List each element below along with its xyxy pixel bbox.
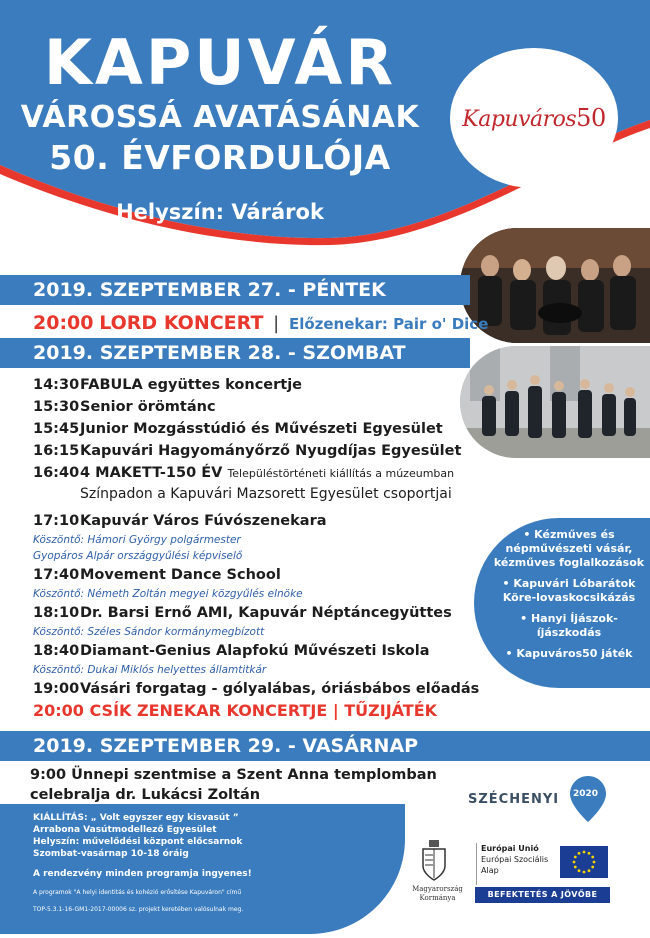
greeting-line: Köszöntő: Dukai Miklós helyettes államtitkár: [33, 664, 267, 676]
schedule-item: 15:30Senior örömtánc: [33, 399, 216, 415]
side-activity: • Hanyi Íjászok-íjászkodás: [520, 612, 618, 639]
schedule-sub: Színpadon a Kapuvári Mazsorett Egyesület csoportjai: [80, 486, 452, 502]
eu-flag-icon: [560, 846, 608, 878]
saturday-schedule: [33, 374, 480, 700]
friday-date-bar: 2019. SZEPTEMBER 27. - PÉNTEK: [0, 275, 470, 305]
project-note: A programok "A helyi identitás és kohézió erősítése Kapuváron" című: [33, 889, 242, 896]
schedule-item: 17:10Kapuvár Város Fúvószenekara: [33, 513, 327, 529]
friday-opener: Előzenekar: Pair o' Dice: [288, 315, 489, 333]
schedule-item: 16:404 MAKETT-150 ÉV Településtörténeti kiállítás a múzeumban: [33, 465, 455, 481]
schedule-note: Településtörténeti kiállítás a múzeumban: [227, 467, 455, 480]
band-photo: [460, 228, 650, 343]
eu-logo-text: Európai Unió Európai Szociális Alap: [476, 843, 618, 885]
side-activity: • Kapuvári Lóbarátok Köre-lovaskocsikázás: [502, 577, 636, 604]
sunday-program: [30, 765, 437, 805]
exhibition-box: [0, 804, 405, 934]
szechenyi-logo-text: SZÉCHENYI: [468, 792, 560, 807]
title-line3: 50. ÉVFORDULÓJA: [49, 138, 391, 177]
exhibition-line: Arrabona Vasútmodellező Egyesület: [33, 825, 217, 835]
sunday-line: 9:00 Ünnepi szentmise a Szent Anna templomban: [30, 767, 437, 783]
free-entry-note: A rendezvény minden programja ingyenes!: [33, 869, 252, 879]
side-activity: • Kézműves és népművészeti vásár, kézműves foglalkozások: [493, 528, 645, 569]
project-note: TOP-5.3.1-16-GM1-2017-00006 sz. projekt keretében valósulnak meg.: [33, 906, 244, 913]
sunday-line: celebralja dr. Lukácsi Zoltán: [30, 787, 261, 803]
schedule-item: 14:30FABULA együttes koncertje: [33, 377, 303, 393]
exhibition-line: KIÁLLÍTÁS: „ Volt egyszer egy kisvasút ”: [33, 813, 239, 823]
greeting-line: Gyopáros Alpár országgyűlési képviselő: [33, 550, 243, 562]
logo-text: Kapuváros: [462, 107, 577, 132]
venue: Helyszín: Várárok: [116, 200, 324, 224]
title-kapuvar: KAPUVÁR: [43, 26, 397, 99]
friday-event-time: 20:00: [33, 312, 94, 334]
map-pin-icon: [570, 776, 606, 822]
coat-of-arms-icon: [420, 840, 448, 882]
greeting-line: Köszöntő: Hámori György polgármester: [33, 534, 241, 546]
government-logo-text: Magyarország Kormánya: [412, 885, 463, 902]
schedule-item: 19:00Vásári forgatag - gólyalábas, óriásbábos előadás: [33, 681, 480, 697]
schedule-item: 18:10Dr. Barsi Ernő AMI, Kapuvár Néptáncegyüttes: [33, 605, 452, 621]
invest-in-future-banner: BEFEKTETÉS A JÖVŐBE: [475, 887, 610, 903]
greeting-line: Köszöntő: Széles Sándor kormánymegbízott: [33, 626, 265, 638]
schedule-item: 17:40Movement Dance School: [33, 567, 281, 583]
side-activity: • Kapuváros50 játék: [505, 647, 633, 660]
saturday-date-bar: 2019. SZEPTEMBER 28. - SZOMBAT: [0, 338, 470, 368]
sunday-date-bar: 2019. SZEPTEMBER 29. - VASÁRNAP: [0, 731, 650, 761]
exhibition-line: Helyszín: művelődési központ előcsarnok: [33, 837, 243, 847]
kapuvaros50-logo: [450, 48, 618, 188]
exhibition-line: Szombat-vasárnap 10-18 óráig: [33, 849, 189, 859]
side-activities: [474, 518, 650, 688]
friday-event-name: LORD KONCERT: [99, 312, 264, 334]
dance-group-photo: [460, 346, 650, 458]
schedule-item: 15:45Junior Mozgásstúdió és Művészeti Egyesület: [33, 421, 443, 437]
title-line2: VÁROSSÁ AVATÁSÁNAK: [20, 100, 420, 135]
schedule-item: 16:15Kapuvári Hagyományőrző Nyugdíjas Egyesület: [33, 443, 462, 459]
friday-event: [33, 312, 488, 334]
friday-separator: |: [273, 313, 280, 334]
szechenyi-year: 2020: [573, 789, 599, 799]
saturday-closing-event: 20:00 CSÍK ZENEKAR KONCERTJE | TŰZIJÁTÉK: [33, 701, 438, 720]
greeting-line: Köszöntő: Németh Zoltán megyei közgyűlés elnöke: [33, 588, 303, 600]
schedule-item: 18:40Diamant-Genius Alapfokú Művészeti Iskola: [33, 643, 430, 659]
logo-number: 50: [576, 104, 606, 132]
